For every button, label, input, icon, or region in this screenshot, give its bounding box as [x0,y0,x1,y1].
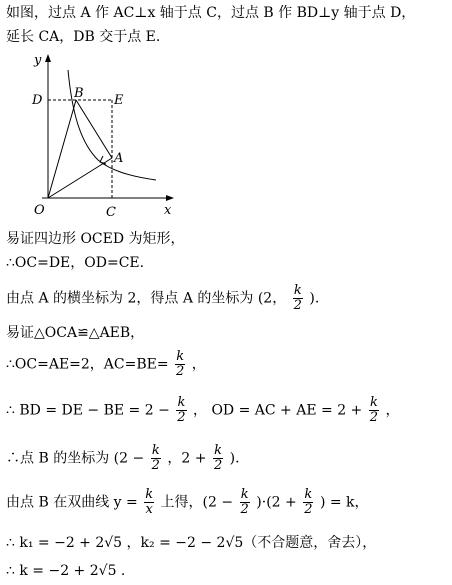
intro-line-2: 延长 CA，DB 交于点 E. [6,29,161,45]
step-5-pre: ∴OC=AE=2，AC=BE= [6,356,169,373]
step-2: ∴OC=DE，OD=CE. [6,255,145,271]
coordinate-figure [28,52,188,222]
segment-BA [76,100,112,158]
fraction-k-over-2: $\frac{k}{2}$ [240,487,249,517]
fraction-k-over-x: $\frac{k}{x}$ [145,487,154,517]
label-x: x [164,203,172,218]
y-axis-arrow [45,54,51,62]
step-5-post: ， [191,356,206,373]
step-7-pre: ∴点 B 的坐标为 (2 − [6,450,145,467]
step-8-mid: 上得，(2 − [160,494,234,511]
step-10: ∴ k = −2 + 2√5 . [6,563,126,579]
label-E: E [114,93,124,108]
label-A: A [114,151,124,166]
label-O: O [34,203,45,218]
label-B: B [74,86,84,101]
step-6-post: ， [385,402,400,419]
step-6-mid: ， OD = AC + AE = 2 + [193,402,363,419]
step-7-post: ). [229,450,240,467]
step-6-pre: ∴ BD = DE − BE = 2 − [6,402,170,419]
step-8-mid2: )·(2 + [256,494,297,511]
step-8-post: ) = k， [319,494,369,511]
label-D: D [32,93,43,108]
x-axis-arrow [166,195,174,201]
step-3-post: ). [309,290,320,307]
step-1: 易证四边形 OCED 为矩形， [6,231,185,247]
step-7 [6,444,240,473]
fraction-k-over-2: $\frac{k}{2}$ [293,283,302,313]
fraction-k-over-2: $\frac{k}{2}$ [369,395,379,425]
label-C: C [106,205,116,220]
step-5 [6,350,206,379]
step-3 [6,284,319,313]
step-9: ∴ k₁ = −2 + 2√5 ，k₂ = −2 − 2√5（不合题意，舍去）， [6,535,377,551]
fraction-k-over-2: $\frac{k}{2}$ [176,349,185,379]
intro-line-1: 如图，过点 A 作 AC⊥x 轴于点 C，过点 B 作 BD⊥y 轴于点 D， [6,5,416,21]
step-4: 易证△OCA≌△AEB， [6,325,145,341]
step-6 [6,396,399,425]
fraction-k-over-2: $\frac{k}{2}$ [177,395,186,425]
step-3-pre: 由点 A 的横坐标为 2，得点 A 的坐标为 (2， [6,290,287,307]
fraction-k-over-2: $\frac{k}{2}$ [304,487,313,517]
fraction-k-over-2: $\frac{k}{2}$ [151,443,160,473]
step-8 [6,488,369,517]
label-y: y [34,53,42,68]
fraction-k-over-2: $\frac{k}{2}$ [213,443,223,473]
step-7-mid: ，2 + [167,450,207,467]
step-8-pre: 由点 B 在双曲线 y = [6,494,138,511]
